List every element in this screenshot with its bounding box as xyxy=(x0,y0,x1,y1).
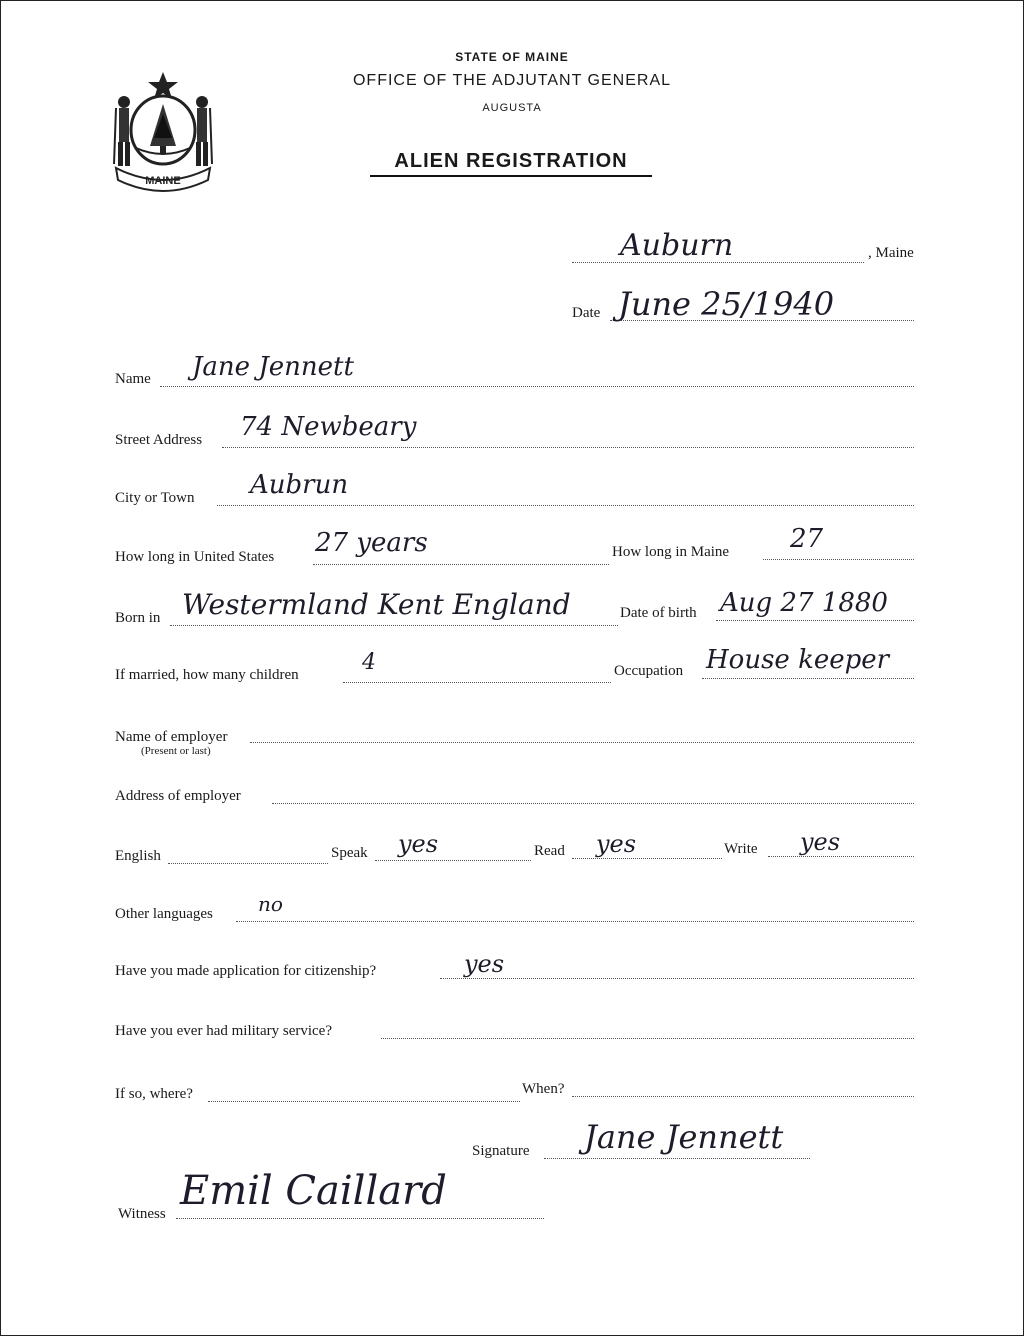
born-in-label: Born in xyxy=(115,610,161,626)
other-languages-value[interactable]: no xyxy=(258,892,283,916)
military-label: Have you ever had military service? xyxy=(115,1023,332,1039)
speak-value[interactable]: yes xyxy=(398,830,439,858)
citizenship-value[interactable]: yes xyxy=(464,950,505,978)
citizenship-label: Have you made application for citizenship? xyxy=(115,963,377,979)
signature-value[interactable]: Jane Jennett xyxy=(584,1118,784,1156)
how-long-us-line xyxy=(313,564,609,565)
street-line xyxy=(222,447,914,448)
city-label: City or Town xyxy=(115,490,195,506)
military-line[interactable] xyxy=(381,1038,914,1039)
when-label: When? xyxy=(522,1081,565,1097)
city-value[interactable]: Aubrun xyxy=(250,470,349,500)
born-in-line xyxy=(170,625,618,626)
town-value[interactable]: Auburn xyxy=(620,228,734,263)
children-label: If married, how many children xyxy=(115,667,299,683)
english-label: English xyxy=(115,848,161,864)
citizenship-line xyxy=(440,978,914,979)
where-line[interactable] xyxy=(208,1101,520,1102)
svg-text:MAINE: MAINE xyxy=(145,175,181,187)
how-long-maine-line xyxy=(763,559,914,560)
employer-sub-label: (Present or last) xyxy=(141,745,211,757)
children-line xyxy=(343,682,611,683)
dob-line xyxy=(716,620,914,621)
write-label: Write xyxy=(724,841,758,857)
header-office: OFFICE OF THE ADJUTANT GENERAL xyxy=(352,72,672,89)
street-label: Street Address xyxy=(115,432,203,448)
read-line xyxy=(572,858,722,859)
write-line xyxy=(768,856,914,857)
witness-label: Witness xyxy=(118,1206,166,1222)
born-in-value[interactable]: Westermland Kent England xyxy=(182,588,571,621)
english-line xyxy=(168,863,328,864)
employer-label: Name of employer xyxy=(115,729,228,745)
signature-line xyxy=(544,1158,810,1159)
other-languages-line xyxy=(236,921,914,922)
witness-value[interactable]: Emil Caillard xyxy=(180,1168,447,1214)
signature-label: Signature xyxy=(472,1143,530,1159)
dob-label: Date of birth xyxy=(620,605,697,621)
how-long-maine-label: How long in Maine xyxy=(612,544,730,560)
how-long-maine-value[interactable]: 27 xyxy=(790,524,824,554)
speak-label: Speak xyxy=(331,845,368,861)
name-value[interactable]: Jane Jennett xyxy=(192,352,354,382)
occupation-value[interactable]: House keeper xyxy=(706,645,890,675)
occupation-line xyxy=(702,678,914,679)
speak-line xyxy=(375,860,531,861)
header-city: AUGUSTA xyxy=(482,102,542,114)
where-label: If so, where? xyxy=(115,1086,193,1102)
employer-address-line[interactable] xyxy=(272,803,914,804)
children-value[interactable]: 4 xyxy=(362,650,376,675)
witness-line xyxy=(176,1218,544,1219)
maine-label: , Maine xyxy=(868,245,914,261)
employer-address-label: Address of employer xyxy=(115,788,241,804)
when-line[interactable] xyxy=(572,1096,914,1097)
header-state: STATE OF MAINE xyxy=(455,50,569,64)
city-line xyxy=(217,505,914,506)
form-title: ALIEN REGISTRATION xyxy=(370,150,652,177)
name-line xyxy=(160,386,914,387)
read-value[interactable]: yes xyxy=(596,830,637,858)
other-languages-label: Other languages xyxy=(115,906,213,922)
employer-line[interactable] xyxy=(250,742,914,743)
name-label: Name xyxy=(115,371,151,387)
how-long-us-value[interactable]: 27 years xyxy=(315,528,428,558)
write-value[interactable]: yes xyxy=(800,828,841,856)
occupation-label: Occupation xyxy=(614,663,684,679)
date-value[interactable]: June 25/1940 xyxy=(618,285,835,323)
dob-value[interactable]: Aug 27 1880 xyxy=(720,588,888,618)
street-value[interactable]: 74 Newbeary xyxy=(240,412,417,442)
read-label: Read xyxy=(534,843,565,859)
how-long-us-label: How long in United States xyxy=(115,549,275,565)
date-label: Date xyxy=(572,305,601,321)
